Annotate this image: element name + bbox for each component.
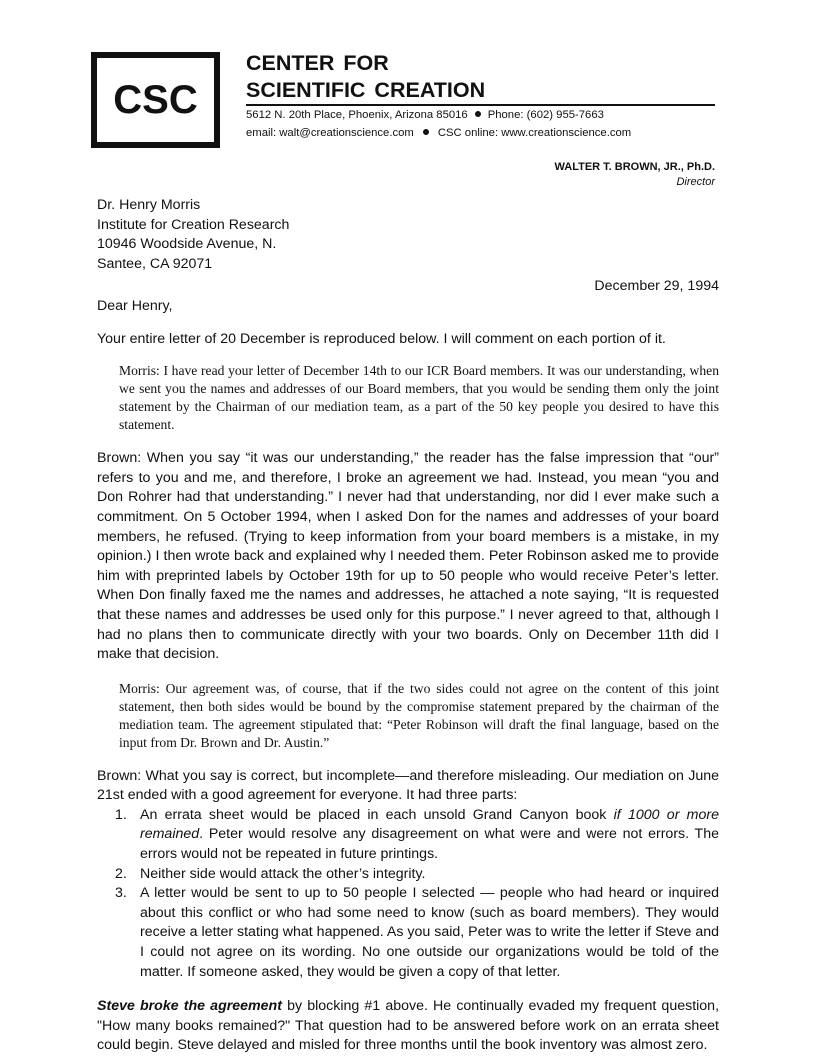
bullet-icon [423, 129, 429, 135]
recipient-organization: Institute for Creation Research [97, 216, 290, 233]
salutation: Dear Henry, [97, 297, 173, 314]
org-name-line-1: CENTER FOR [246, 51, 389, 75]
intro-paragraph: Your entire letter of 20 December is reproduced below. I will comment on each portion of it. [97, 330, 666, 347]
recipient-name: Dr. Henry Morris [97, 197, 201, 213]
org-website: CSC online: www.creationscience.com [437, 126, 632, 139]
list-item-number: 3. [115, 885, 127, 902]
list-item [97, 865, 719, 885]
recipient-street: 10946 Woodside Avenue, N. [97, 236, 277, 253]
letter-body [0, 160, 816, 1056]
contact-line-online [246, 124, 716, 142]
org-address: 5612 N. 20th Place, Phoenix, Arizona 85016 [246, 108, 468, 121]
director-block [97, 160, 715, 190]
org-email: email: walt@creationscience.com [246, 126, 414, 139]
closing-text: by blocking #1 above. He continually evaded my frequent question, "How many books remained?" That question had to be answered before work on an errata sheet could begin. Steve delayed and misled for three months until the book inventory was almost zero. [97, 998, 720, 1054]
letterhead [0, 0, 816, 160]
closing-emphasis: Steve broke the agreement [97, 998, 282, 1015]
organization-name [246, 50, 716, 104]
letter-date: December 29, 1994 [594, 278, 719, 295]
organization-block [246, 50, 716, 142]
list-item-number: 1. [115, 806, 127, 823]
recipient-city: Santee, CA 92071 [97, 255, 213, 272]
closing-paragraph [97, 997, 719, 1056]
org-name-line-2: SCIENTIFIC CREATION [246, 78, 486, 102]
logo-text: CSC [113, 77, 198, 122]
list-item [97, 884, 719, 982]
director-title: Director [676, 176, 715, 188]
list-item-text: An errata sheet would be placed in each unsold Grand Canyon book [140, 806, 614, 823]
list-item-text: A letter would be sent to up to 50 people I selected — people who had heard or inquired about this conflict or who had some need to know (such as board members). They would receive a letter stating what happened. As you said, Peter was to write the letter if Steve and I could not agree on its wording. No one outside our organizations would be told of the matter. If someone asked, they would be given a copy of that letter. [140, 885, 719, 980]
brown-response-1: Brown: When you say “it was our understanding,” the reader has the false impression that “our” refers to you and me, and therefore, I broke an agreement we had. Instead, you mean “you and Don Rohrer had that understanding.” I never had that understanding, nor did I ever make such a commitment. On 5 October 1994, when I asked Don for the names and addresses of your board members, he refused. (Trying to keep information from your board members is a mistake, in my opinion.) I then wrote back and explained why I needed them. Peter Robinson asked me to provide him with preprinted labels by October 19th for up to 50 people who would receive Peter’s letter. When Don finally faxed me the names and addresses, he attached a note saying, “It is requested that these names and addresses be used only for this purpose.” I never agreed to that, although I had no plans then to communicate directly with your two boards. Only on December 11th did I make that decision. [97, 450, 719, 663]
contact-line-address [246, 106, 716, 124]
list-item-text: Neither side would attack the other’s integrity. [140, 865, 426, 882]
bullet-icon [475, 111, 481, 117]
brown-response-2-intro: Brown: What you say is correct, but incomplete—and therefore misleading. Our mediation on June 21st ended with a good agreement for everyone. It had three parts: [97, 767, 719, 804]
list-item-number: 2. [115, 865, 127, 882]
morris-quote-1: Morris: I have read your letter of December 14th to our ICR Board members. It was our understanding, when we sent you the names and addresses of our Board members, that you would be sending them only the joint statement by the Chairman of our mediation team, as a part of the 50 key people you desired to have this statement. [119, 363, 719, 433]
morris-quote-2: Morris: Our agreement was, of course, that if the two sides could not agree on the content of this joint statement, then both sides would be bound by the compromise statement prepared by the chairman of the mediation team. The agreement stipulated that: “Peter Robinson will draft the final language, based on the input from Dr. Brown and Dr. Austin.” [119, 680, 719, 750]
director-name: WALTER T. BROWN, JR., Ph.D. [554, 161, 715, 173]
list-item [97, 806, 719, 865]
recipient-address [97, 196, 719, 274]
org-phone: Phone: (602) 955-7663 [487, 108, 604, 121]
csc-logo [91, 52, 220, 148]
list-item-text-continued: . Peter would resolve any disagreement on what were and were not errors. The errors would not be repeated in future printings. [140, 826, 719, 863]
list-item-emphasis: if 1000 or more remained [140, 806, 720, 843]
agreement-parts-list [97, 806, 719, 982]
